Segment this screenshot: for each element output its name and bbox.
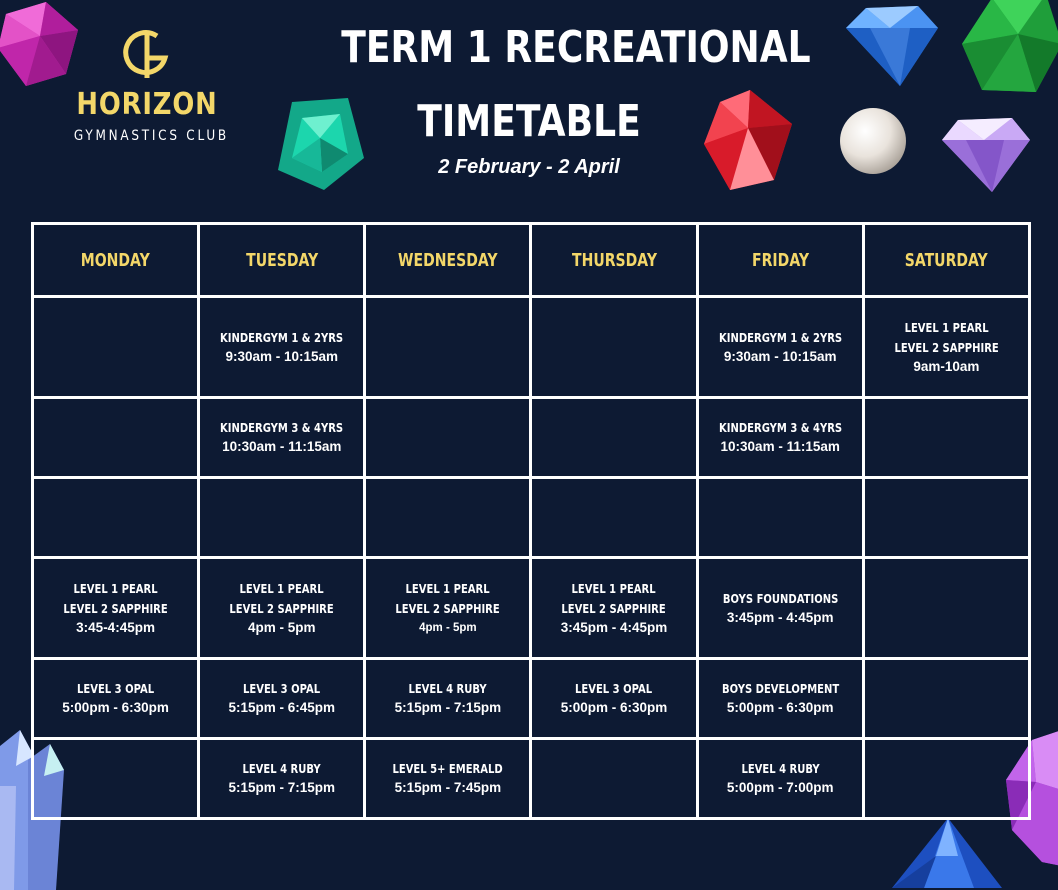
class-time: 9:30am - 10:15am [225, 348, 339, 364]
timetable-cell [863, 658, 1029, 738]
club-logo [62, 28, 232, 144]
timetable-cell [863, 557, 1029, 658]
timetable-cell [697, 557, 863, 658]
table-row [33, 738, 1030, 818]
timetable-cell [365, 658, 531, 738]
timetable-cell [199, 477, 365, 557]
class-time: 3:45pm - 4:45pm [726, 609, 834, 625]
class-time: 9:30am - 10:15am [723, 348, 837, 364]
class-time: 5:00pm - 6:30pm [560, 700, 668, 716]
class-name: LEVEL 1 PEARL [572, 580, 657, 596]
timetable-cell [33, 557, 199, 658]
timetable-cell [33, 738, 199, 818]
table-row [33, 557, 1030, 658]
class-name: LEVEL 1 PEARL [73, 580, 158, 596]
table-row [33, 658, 1030, 738]
day-header-wednesday: WEDNESDAY [365, 224, 531, 297]
day-header-saturday: SATURDAY [863, 224, 1029, 297]
class-name: LEVEL 3 OPAL [575, 681, 653, 697]
table-row [33, 397, 1030, 477]
timetable-header-row [33, 224, 1030, 297]
class-name: LEVEL 4 RUBY [408, 681, 487, 697]
timetable-cell [365, 738, 531, 818]
class-name: LEVEL 5+ EMERALD [392, 761, 503, 777]
timetable-cell [33, 477, 199, 557]
class-name: LEVEL 3 OPAL [243, 681, 321, 697]
timetable-cell [531, 397, 697, 477]
timetable-cell [531, 297, 697, 398]
timetable-cell [199, 658, 365, 738]
timetable-cell [365, 477, 531, 557]
timetable-cell [697, 297, 863, 398]
timetable-cell [365, 297, 531, 398]
page-title-line-2: TIMETABLE [417, 96, 641, 147]
timetable-cell [199, 557, 365, 658]
timetable-cell [697, 477, 863, 557]
class-name: KINDERGYM 3 & 4YRS [718, 420, 842, 436]
class-name: LEVEL 2 SAPPHIRE [229, 600, 334, 616]
pearl-icon [838, 106, 908, 176]
amethyst-gem-icon [938, 114, 1032, 194]
class-time: 3:45-4:45pm [76, 619, 155, 635]
class-name: LEVEL 2 SAPPHIRE [894, 339, 999, 355]
class-name: KINDERGYM 1 & 2YRS [220, 329, 344, 345]
timetable-cell [33, 658, 199, 738]
class-time: 10:30am - 11:15am [720, 439, 840, 455]
timetable [31, 222, 1031, 820]
class-time: 9am-10am [913, 358, 980, 374]
timetable-cell [697, 658, 863, 738]
timetable-cell [531, 658, 697, 738]
class-time: 5:15pm - 7:15pm [228, 780, 335, 796]
class-name: LEVEL 1 PEARL [904, 319, 989, 335]
class-time: 4pm - 5pm [247, 619, 316, 635]
timetable-cell [531, 557, 697, 658]
class-time: 4pm - 5pm [419, 621, 477, 634]
blue-gem-icon [888, 816, 1004, 888]
class-name: KINDERGYM 1 & 2YRS [718, 329, 842, 345]
day-header-tuesday: TUESDAY [199, 224, 365, 297]
day-header-monday: MONDAY [33, 224, 199, 297]
class-time: 5:00pm - 7:00pm [726, 780, 834, 796]
club-name: HORIZON [76, 87, 218, 122]
class-time: 5:15pm - 7:45pm [394, 780, 502, 796]
class-name: LEVEL 2 SAPPHIRE [63, 600, 168, 616]
timetable-cell [531, 738, 697, 818]
timetable-cell [199, 397, 365, 477]
class-name: BOYS FOUNDATIONS [722, 590, 838, 606]
class-time: 3:45pm - 4:45pm [560, 619, 668, 635]
class-time: 5:15pm - 7:15pm [394, 700, 502, 716]
class-name: LEVEL 2 SAPPHIRE [395, 600, 501, 616]
timetable-cell [863, 738, 1029, 818]
page-title-line-1: TERM 1 RECREATIONAL [341, 22, 811, 73]
class-time: 5:00pm - 6:30pm [62, 700, 169, 716]
class-name: LEVEL 4 RUBY [242, 761, 321, 777]
timetable-cell [531, 477, 697, 557]
timetable-cell [33, 297, 199, 398]
timetable-cell [697, 397, 863, 477]
class-name: LEVEL 1 PEARL [239, 580, 324, 596]
green-gem-icon [962, 0, 1058, 98]
logo-mark-icon [119, 28, 175, 84]
class-name: LEVEL 3 OPAL [77, 681, 155, 697]
table-row [33, 297, 1030, 398]
class-name: LEVEL 1 PEARL [405, 580, 490, 596]
class-name: LEVEL 2 SAPPHIRE [561, 600, 667, 616]
timetable-cell [863, 397, 1029, 477]
timetable-cell [863, 297, 1029, 398]
class-time: 5:15pm - 6:45pm [228, 700, 335, 716]
timetable-cell [863, 477, 1029, 557]
club-subtitle: GYMNASTICS CLUB [73, 128, 229, 144]
day-header-thursday: THURSDAY [531, 224, 697, 297]
timetable-cell [199, 738, 365, 818]
class-name: KINDERGYM 3 & 4YRS [220, 420, 344, 436]
timetable-cell [199, 297, 365, 398]
timetable-cell [33, 397, 199, 477]
timetable-cell [697, 738, 863, 818]
table-row [33, 477, 1030, 557]
term-dates: 2 February - 2 April [438, 156, 620, 178]
class-name: LEVEL 4 RUBY [741, 761, 820, 777]
class-time: 5:00pm - 6:30pm [726, 700, 834, 716]
sapphire-gem-icon [840, 4, 940, 88]
timetable-cell [365, 557, 531, 658]
class-name: BOYS DEVELOPMENT [721, 681, 839, 697]
class-time: 10:30am - 11:15am [222, 439, 342, 455]
day-header-friday: FRIDAY [697, 224, 863, 297]
timetable-cell [365, 397, 531, 477]
